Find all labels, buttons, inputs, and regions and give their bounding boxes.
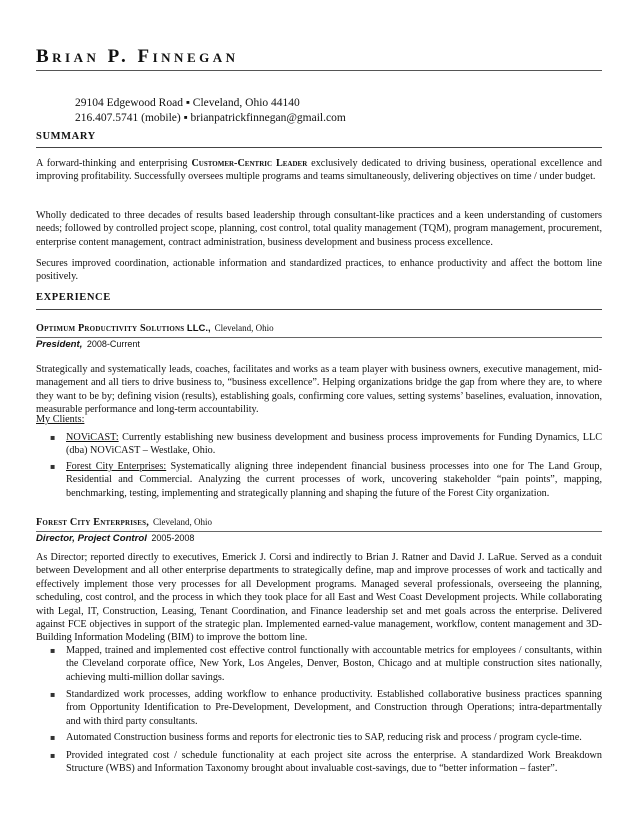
bullet-text: Standardized work processes, adding workflow to enhance productivity. Established collaborative business practices spanning from Opportunity Identification to Pre-Development, Development, and Construction through Operations; intra-departmentally and with third party consultants.	[66, 689, 602, 727]
candidate-name: Brian P. Finnegan	[36, 46, 239, 67]
summary-p1-text: A forward-thinking and enterprising	[36, 158, 192, 169]
client-description: Systematically aligning three independent financial business processes into one for The Land Group, Residential and Commercial. Analyzing the current processes of work, uncovering stakeholder “pain points”, mapping, benchmarking, testing, implementing and strategically planning and shaping the future of the Forest City organization.	[66, 461, 602, 499]
summary-heading: SUMMARY	[36, 131, 96, 142]
job2-org-name: Forest City Enterprises,	[36, 517, 149, 528]
job1-dates: 2008-Current	[86, 339, 140, 349]
summary-paragraph-1	[36, 157, 602, 184]
bullet-text: Mapped, trained and implemented cost effective control functionally with accountable metrics for employees / consultants, within the Cleveland corporate office, New York, Los Angeles, Denver, Boston, Chicago and at multiple construction sites nationally, achieving multi-million dollar savings.	[66, 645, 602, 683]
job1-org-name: Optimum Productivity Solutions	[36, 323, 185, 334]
square-bullet-icon: ▪	[50, 751, 56, 760]
job2-description: As Director; reported directly to executives, Emerick J. Corsi and indirectly to Brian J. Ratner and David J. LaRue. Served as a conduit between Development and all other enterprise departments to strategically define, map and improve processes of work and tactically and effectively implement those very processes for all Development programs. Managed several professionals, overseeing the planning, scheduling, cost control, and the process in which they took place for all East and West Coast Development projects. While collaborating with Legal, IT, Construction, Leasing, Tenant Coordination, and Finance leadership set and met goals across the enterprise. Delivered against FCE objectives in support of the strategic plan. Implemented earned-value management, workflow, content management and 3D-Building Information Modeling (BIM) to improve the bottom line.	[36, 552, 602, 644]
clients-label: My Clients:	[36, 414, 85, 425]
summary-paragraph-2: Wholly dedicated to three decades of results based leadership through consultant-like practices and a keen understanding of customers needs; followed by controlled project scope, planning, cost control, total quality management (TQM), program management, procurement, enterprise content management, contract administration, business development and business process excellence.	[36, 210, 602, 248]
summary-p1-text-end: exclusively dedicated to driving business, operational excellence and improving profitability. Successfully oversees multiple programs and teams simultaneously, delivering objectives on time / under budget.	[36, 158, 602, 183]
square-bullet-icon: ▪	[50, 462, 56, 471]
square-bullet-icon: ▪	[50, 433, 56, 442]
client-description: Currently establishing new business development and business process improvements for Funding Dynamics, LLC (dba) NOViCAST – Westlake, Ohio.	[66, 432, 602, 457]
bullet-text: Automated Construction business forms and reports for electronic ties to SAP, reducing risk and process / program cycle-time.	[66, 732, 582, 743]
client-item-forest-city	[36, 460, 602, 500]
contact-phone-email: 216.407.5741 (mobile) ▪ brianpatrickfinnegan@gmail.com	[75, 112, 346, 124]
job1-title: President,	[36, 339, 83, 350]
experience-divider	[36, 309, 602, 310]
job2-bullet-item	[36, 731, 602, 744]
summary-paragraph-3: Secures improved coordination, actionable information and standardized practices, to enhance productivity and affect the bottom line positively.	[36, 258, 602, 283]
job1-employer	[36, 323, 274, 334]
square-bullet-icon: ▪	[50, 646, 56, 655]
client-item-novicast	[36, 431, 602, 458]
square-bullet-icon: ▪	[50, 733, 56, 742]
experience-heading: EXPERIENCE	[36, 292, 111, 303]
client-name: NOViCAST:	[66, 432, 119, 443]
name-divider	[36, 70, 602, 71]
job2-divider	[36, 531, 602, 532]
summary-divider	[36, 147, 602, 148]
job1-org-suffix: LLC.,	[186, 323, 211, 334]
job1-description: Strategically and systematically leads, coaches, facilitates and works as a team player with business owners, executive management, mid-management and all tiers to drive business to, “business excellence”. Helping organizations bridge the gap from where they are, to where they want to be by; defining vision (results), establishing goals, confirming core values, setting systems’ baselines, evaluation, innovation, measurable performance and long-term accountability.	[36, 364, 602, 416]
job2-title: Director, Project Control	[36, 533, 147, 544]
job2-role-line	[36, 533, 194, 544]
job1-role-line	[36, 339, 140, 350]
summary-p1-emphasis: Customer-Centric Leader	[191, 158, 308, 169]
client-item-text	[66, 431, 602, 458]
job2-bullet-item	[36, 644, 602, 684]
job2-location: Cleveland, Ohio	[152, 517, 212, 527]
client-name: Forest City Enterprises:	[66, 461, 167, 472]
square-bullet-icon: ▪	[50, 690, 56, 699]
job1-divider	[36, 337, 602, 338]
job2-bullet-item	[36, 749, 602, 776]
job2-dates: 2005-2008	[151, 533, 195, 543]
client-item-text	[66, 460, 602, 500]
contact-address: 29104 Edgewood Road ▪ Cleveland, Ohio 44140	[75, 97, 300, 109]
job1-location: Cleveland, Ohio	[214, 323, 274, 333]
job2-bullet-item	[36, 688, 602, 728]
bullet-text: Provided integrated cost / schedule functionality at each project site across the enterprise. A standardized Work Breakdown Structure (WBS) and Information Taxonomy brought about invaluable cost-savings, due to “better information – faster”.	[66, 750, 602, 775]
job2-employer	[36, 517, 212, 528]
